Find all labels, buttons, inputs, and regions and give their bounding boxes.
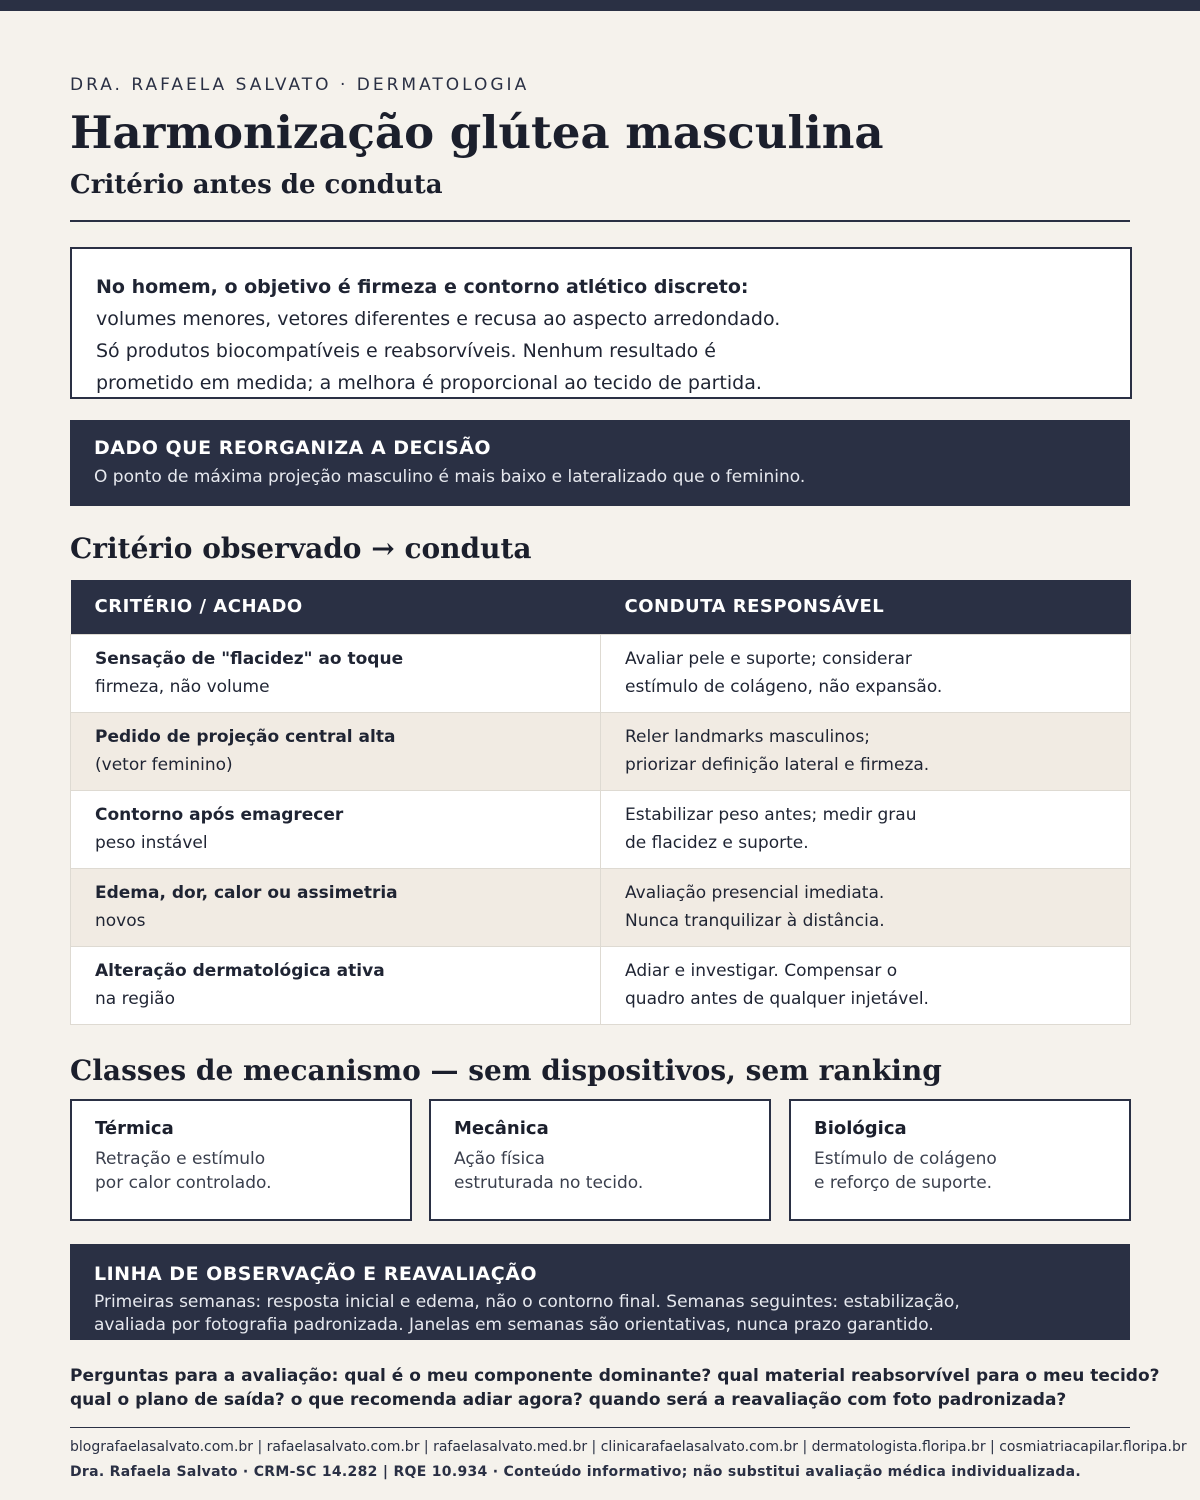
- intro-box: [70, 247, 1132, 399]
- footer-links: blografaelasalvato.com.br | rafaelasalvato.com.br | rafaelasalvato.med.br | clinicarafaelasalvato.com.br | dermatologista.floripa.br | cosmiatriacapilar.floripa.br: [70, 1439, 1187, 1455]
- column-header-finding: CRITÉRIO / ACHADO: [71, 580, 601, 634]
- card-text: [814, 1147, 1106, 1195]
- table-row: [71, 946, 1131, 1024]
- footer-divider: [70, 1427, 1130, 1428]
- action-line: priorizar definição lateral e firmeza.: [625, 755, 930, 775]
- evaluation-questions: [70, 1364, 1170, 1412]
- action-line: quadro antes de qualquer injetável.: [625, 989, 929, 1009]
- action-cell: [601, 946, 1131, 1024]
- finding-cell: [71, 790, 601, 868]
- page-subtitle: Critério antes de conduta: [70, 170, 443, 200]
- action-line: de flacidez e suporte.: [625, 833, 809, 853]
- header-divider: [70, 220, 1130, 222]
- finding-cell: [71, 634, 601, 712]
- questions-line: Perguntas para a avaliação: qual é o meu componente dominante? qual material reabsorvível para o meu tecido?: [70, 1366, 1160, 1386]
- action-line: Reler landmarks masculinos;: [625, 727, 871, 747]
- questions-line: qual o plano de saída? o que recomenda adiar agora? quando será a reavaliação com foto padronizada?: [70, 1390, 1067, 1410]
- card-text: [95, 1147, 387, 1195]
- footer-credit: Dra. Rafaela Salvato · CRM-SC 14.282 | RQE 10.934 · Conteúdo informativo; não substitui avaliação médica individualizada.: [70, 1464, 1082, 1480]
- card-line: estruturada no tecido.: [454, 1173, 644, 1193]
- observation-heading: LINHA DE OBSERVAÇÃO E REAVALIAÇÃO: [94, 1263, 538, 1285]
- intro-line: prometido em medida; a melhora é proporcional ao tecido de partida.: [96, 372, 762, 394]
- finding-title: Pedido de projeção central alta: [95, 727, 396, 747]
- card-line: Ação física: [454, 1149, 545, 1169]
- action-cell: [601, 790, 1131, 868]
- page-title: Harmonização glútea masculina: [70, 106, 884, 159]
- finding-detail: firmeza, não volume: [95, 677, 270, 697]
- card-text: [454, 1147, 746, 1195]
- intro-line: volumes menores, vetores diferentes e recusa ao aspecto arredondado.: [96, 308, 781, 330]
- mechanism-card-biological: [789, 1099, 1131, 1221]
- action-line: Adiar e investigar. Compensar o: [625, 961, 898, 981]
- key-fact-box: [70, 420, 1130, 506]
- table-row: [71, 790, 1131, 868]
- table-row: [71, 634, 1131, 712]
- table-header-row: [71, 580, 1131, 634]
- finding-cell: [71, 868, 601, 946]
- intro-lead: No homem, o objetivo é firmeza e contorno atlético discreto:: [96, 276, 749, 298]
- finding-detail: na região: [95, 989, 176, 1009]
- criteria-section-title: Critério observado → conduta: [70, 532, 532, 565]
- action-cell: [601, 634, 1131, 712]
- card-line: Estímulo de colágeno: [814, 1149, 997, 1169]
- key-fact-heading: DADO QUE REORGANIZA A DECISÃO: [94, 437, 492, 459]
- column-header-action: CONDUTA RESPONSÁVEL: [601, 580, 1131, 634]
- card-line: e reforço de suporte.: [814, 1173, 993, 1193]
- kicker: DRA. RAFAELA SALVATO · DERMATOLOGIA: [70, 75, 530, 95]
- action-line: estímulo de colágeno, não expansão.: [625, 677, 943, 697]
- finding-title: Contorno após emagrecer: [95, 805, 344, 825]
- finding-title: Alteração dermatológica ativa: [95, 961, 385, 981]
- finding-title: Edema, dor, calor ou assimetria: [95, 883, 398, 903]
- card-title: Mecânica: [454, 1118, 549, 1139]
- observation-text: [94, 1291, 1106, 1337]
- action-cell: [601, 868, 1131, 946]
- top-accent-bar: [0, 0, 1200, 11]
- action-line: Avaliação presencial imediata.: [625, 883, 885, 903]
- table-row: [71, 868, 1131, 946]
- mechanism-cards: [70, 1099, 1130, 1221]
- key-fact-text: O ponto de máxima projeção masculino é mais baixo e lateralizado que o feminino.: [94, 467, 806, 487]
- action-line: Estabilizar peso antes; medir grau: [625, 805, 917, 825]
- finding-title: Sensação de "flacidez" ao toque: [95, 649, 404, 669]
- mechanism-card-mechanical: [429, 1099, 771, 1221]
- intro-line: Só produtos biocompatíveis e reabsorvíveis. Nenhum resultado é: [96, 340, 716, 362]
- card-line: por calor controlado.: [95, 1173, 272, 1193]
- finding-cell: [71, 946, 601, 1024]
- mechanism-card-thermal: [70, 1099, 412, 1221]
- observation-line: Primeiras semanas: resposta inicial e edema, não o contorno final. Semanas seguintes: estabilização,: [94, 1292, 960, 1312]
- card-line: Retração e estímulo: [95, 1149, 266, 1169]
- table-row: [71, 712, 1131, 790]
- finding-cell: [71, 712, 601, 790]
- finding-detail: (vetor feminino): [95, 755, 233, 775]
- observation-box: [70, 1244, 1130, 1340]
- criteria-table: [70, 580, 1131, 1025]
- mechanisms-section-title: Classes de mecanismo — sem dispositivos, sem ranking: [70, 1054, 942, 1087]
- card-title: Biológica: [814, 1118, 907, 1139]
- finding-detail: novos: [95, 911, 146, 931]
- finding-detail: peso instável: [95, 833, 208, 853]
- action-line: Avaliar pele e suporte; considerar: [625, 649, 912, 669]
- observation-line: avaliada por fotografia padronizada. Janelas em semanas são orientativas, nunca prazo garantido.: [94, 1315, 934, 1335]
- action-line: Nunca tranquilizar à distância.: [625, 911, 885, 931]
- action-cell: [601, 712, 1131, 790]
- card-title: Térmica: [95, 1118, 174, 1139]
